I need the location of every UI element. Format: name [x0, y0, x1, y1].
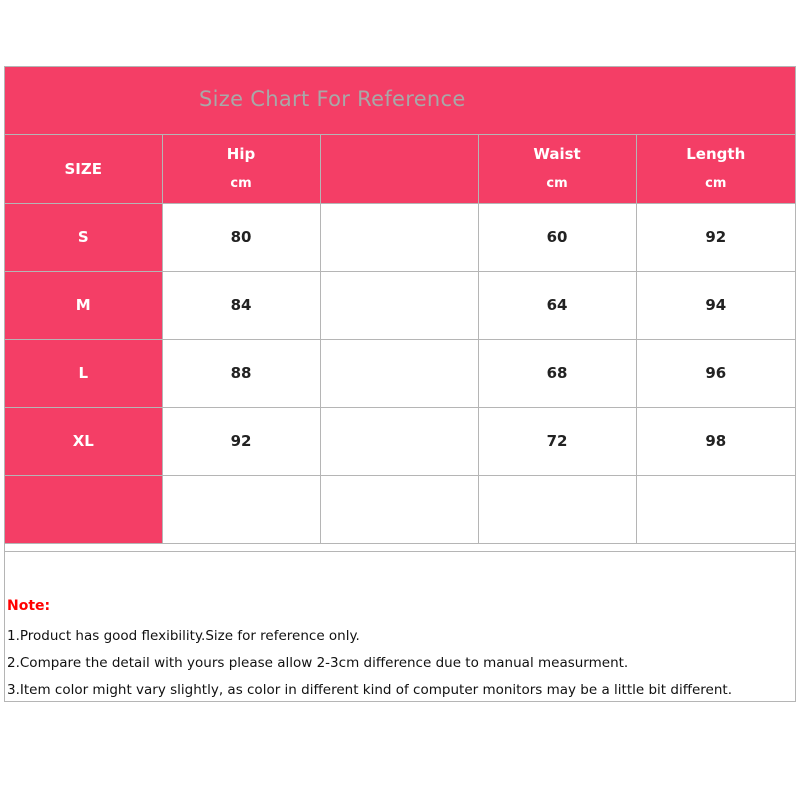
size-cell — [5, 475, 162, 543]
hip-cell: 80 — [162, 203, 320, 271]
note-line-1: 1.Product has good flexibility.Size for reference only. — [7, 628, 360, 644]
waist-cell: 60 — [478, 203, 636, 271]
header-hip — [162, 135, 320, 203]
note-line-2: 2.Compare the detail with yours please allow 2-3cm difference due to manual measurment. — [7, 655, 629, 671]
header-hip-unit: cm — [230, 175, 252, 191]
table-row — [5, 339, 795, 407]
header-waist-unit: cm — [546, 175, 568, 191]
chart-title: Size Chart For Reference — [199, 87, 466, 111]
size-cell: XL — [5, 407, 162, 475]
hip-cell — [162, 475, 320, 543]
waist-cell — [478, 475, 636, 543]
blank-cell — [320, 339, 478, 407]
header-length — [636, 135, 795, 203]
waist-cell: 68 — [478, 339, 636, 407]
blank-cell — [320, 271, 478, 339]
waist-cell: 72 — [478, 407, 636, 475]
blank-cell — [320, 475, 478, 543]
size-table — [5, 135, 795, 544]
header-blank — [320, 135, 478, 203]
hip-cell: 92 — [162, 407, 320, 475]
blank-cell — [320, 203, 478, 271]
length-cell: 94 — [636, 271, 795, 339]
table-row — [5, 203, 795, 271]
header-size — [5, 135, 162, 203]
table-row — [5, 475, 795, 543]
title-bar — [5, 67, 795, 135]
length-cell — [636, 475, 795, 543]
hip-cell: 84 — [162, 271, 320, 339]
header-waist — [478, 135, 636, 203]
size-cell: M — [5, 271, 162, 339]
header-waist-label: Waist — [533, 144, 581, 163]
blank-cell — [320, 407, 478, 475]
size-chart — [4, 66, 796, 702]
table-row — [5, 407, 795, 475]
header-size-label: SIZE — [64, 159, 102, 178]
header-length-label: Length — [686, 144, 746, 163]
note-title: Note: — [7, 598, 51, 614]
size-cell: L — [5, 339, 162, 407]
header-length-unit: cm — [705, 175, 727, 191]
note-line-3: 3.Item color might vary slightly, as color in different kind of computer monitors may be a little bit different. — [7, 682, 733, 698]
notes-section — [5, 551, 795, 701]
length-cell: 96 — [636, 339, 795, 407]
length-cell: 98 — [636, 407, 795, 475]
table-row — [5, 271, 795, 339]
hip-cell: 88 — [162, 339, 320, 407]
length-cell: 92 — [636, 203, 795, 271]
size-cell: S — [5, 203, 162, 271]
header-hip-label: Hip — [226, 144, 256, 163]
header-row — [5, 135, 795, 203]
waist-cell: 64 — [478, 271, 636, 339]
